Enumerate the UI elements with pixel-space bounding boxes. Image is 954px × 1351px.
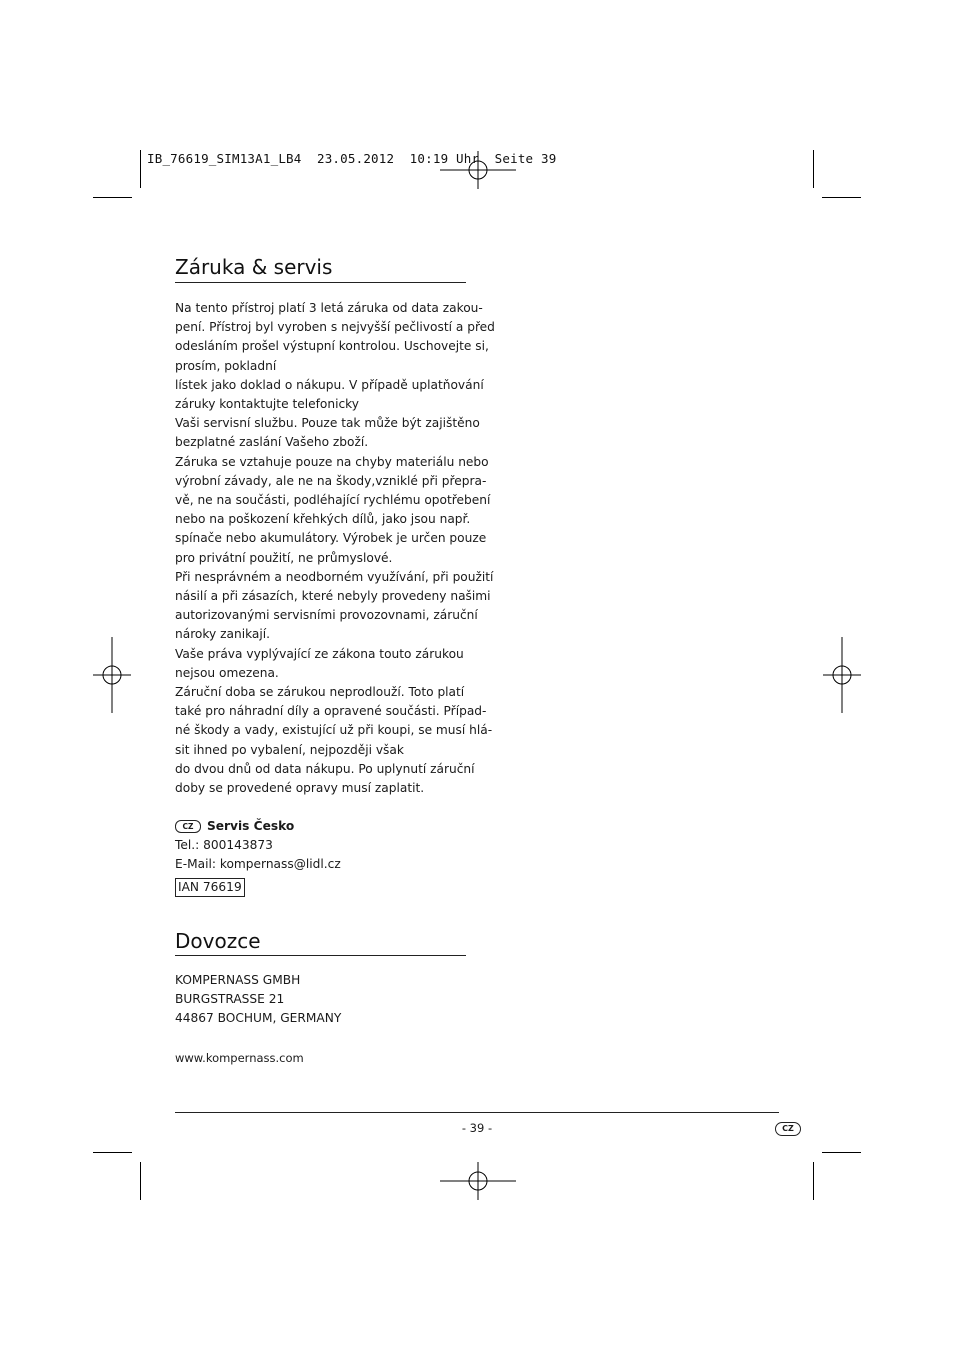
- text-line: do dvou dnů od data nákupu. Po uplynutí záruční: [175, 761, 475, 776]
- text-line: výrobní závady, ale ne na škody,vzniklé při přepra-: [175, 473, 487, 488]
- text-line: Na tento přístroj platí 3 letá záruka od data zakou-: [175, 301, 483, 315]
- text-line: Záruka se vztahuje pouze na chyby materiálu nebo: [175, 454, 489, 469]
- country-badge-icon: CZ: [175, 820, 201, 833]
- text-line: pení. Přístroj byl vyroben s nejvyšší pečlivostí a před: [175, 320, 495, 335]
- text-line: nejsou omezena.: [175, 665, 279, 680]
- text-line: bezplatné zaslání Vašeho zboží.: [175, 435, 369, 450]
- text-line: také pro náhradní díly a opravené součásti. Případ-: [175, 704, 487, 719]
- title-underline: [175, 955, 466, 956]
- text-line: záruky kontaktujte telefonicky: [175, 397, 360, 412]
- text-line: prosím, pokladní: [175, 358, 277, 373]
- address-line: KOMPERNASS GMBH: [175, 973, 301, 987]
- print-slug: IB_76619_SIM13A1_LB4 23.05.2012 10:19 Uhr Seite 39: [147, 151, 557, 166]
- service-tel: Tel.: 800143873: [175, 838, 273, 853]
- text-line: Vaši servisní službu. Pouze tak může být zajištěno: [175, 416, 480, 431]
- text-line: nároky zanikají.: [175, 627, 271, 642]
- address-line: BURGSTRASSE 21: [175, 992, 285, 1007]
- crop-mark: [813, 150, 814, 188]
- crop-mark: [813, 1162, 814, 1200]
- address-line: 44867 BOCHUM, GERMANY: [175, 1011, 342, 1026]
- crop-mark: [822, 197, 861, 198]
- text-line: nebo na poškození křehkých dílů, jako jsou např.: [175, 512, 471, 527]
- text-line: pro privátní použití, ne průmyslové.: [175, 550, 393, 565]
- page-number: - 39 -: [461, 1121, 493, 1135]
- title-underline: [175, 282, 466, 283]
- registration-mark-icon: [823, 637, 861, 713]
- text-line: doby se provedené opravy musí zaplatit.: [175, 781, 425, 796]
- crop-mark: [140, 150, 141, 188]
- service-block: [175, 817, 475, 897]
- service-heading: [175, 817, 475, 836]
- service-email: E-Mail: kompernass@lidl.cz: [175, 857, 341, 872]
- service-name: Servis Česko: [207, 819, 295, 833]
- text-line: Při nesprávném a neodborném využívání, při použití: [175, 569, 494, 584]
- text-line: odesláním prošel výstupní kontrolou. Uschovejte si,: [175, 339, 489, 354]
- registration-mark-icon: [440, 1162, 516, 1200]
- website-link[interactable]: www.kompernass.com: [175, 1051, 304, 1065]
- text-line: autorizovanými servisními provozovnami, záruční: [175, 608, 478, 623]
- importer-address: [175, 971, 475, 1029]
- text-line: Vaše práva vyplývající ze zákona touto zárukou: [175, 646, 464, 661]
- ian-number: IAN 76619: [175, 878, 245, 897]
- warranty-text: [175, 299, 495, 798]
- text-line: násilí a při zásazích, které nebyly provedeny našimi: [175, 589, 491, 604]
- crop-mark: [93, 1152, 132, 1153]
- section-title-importer: Dovozce: [175, 929, 261, 953]
- text-line: lístek jako doklad o nákupu. V případě uplatňování: [175, 377, 484, 392]
- text-line: né škody a vady, existující už při koupi, se musí hlá-: [175, 723, 493, 738]
- crop-mark: [140, 1162, 141, 1200]
- registration-mark-icon: [93, 637, 131, 713]
- text-line: vě, ne na součásti, podléhající rychlému opotřebení: [175, 493, 491, 508]
- crop-mark: [822, 1152, 861, 1153]
- text-line: spínače nebo akumulátory. Výrobek je určen pouze: [175, 531, 487, 546]
- text-line: Záruční doba se zárukou neprodlouží. Toto platí: [175, 685, 465, 700]
- footer-rule: [175, 1112, 779, 1113]
- section-title-warranty: Záruka & servis: [175, 255, 333, 279]
- crop-mark: [93, 197, 132, 198]
- text-line: sit ihned po vybalení, nejpozději však: [175, 742, 404, 757]
- country-badge-icon: CZ: [775, 1122, 801, 1136]
